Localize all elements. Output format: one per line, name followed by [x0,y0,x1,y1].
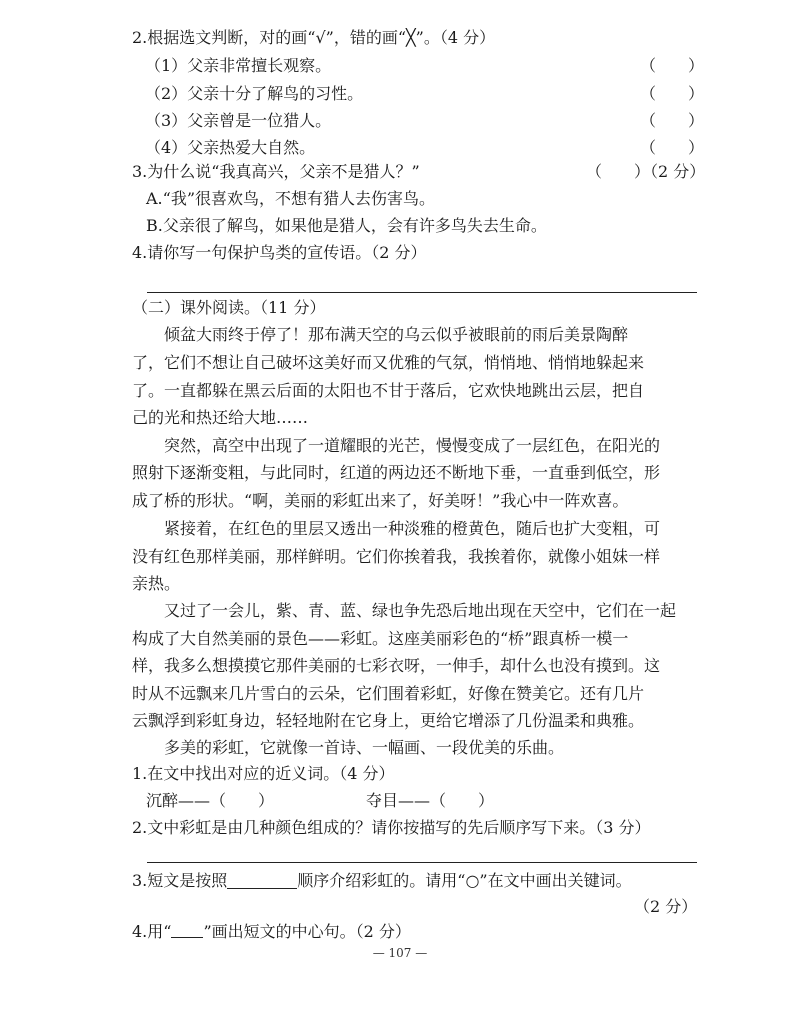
answer-line [147,862,697,863]
underline-mark [171,923,203,938]
answer-paren: （ ）（2 分） [586,162,706,181]
answer-paren: （ ） [640,111,705,130]
answer-paren: （ ） [640,138,705,157]
answer-paren: （ ） [640,56,705,75]
synonym-pair-2: 夺目——（ ） [366,791,495,810]
synonym-pair-1: 沉醉——（ ） [146,791,275,810]
answer-paren: （ ） [640,84,705,103]
answer-line [147,292,697,293]
page-number: — 107 — [372,946,428,960]
fill-blank[interactable] [227,870,297,889]
